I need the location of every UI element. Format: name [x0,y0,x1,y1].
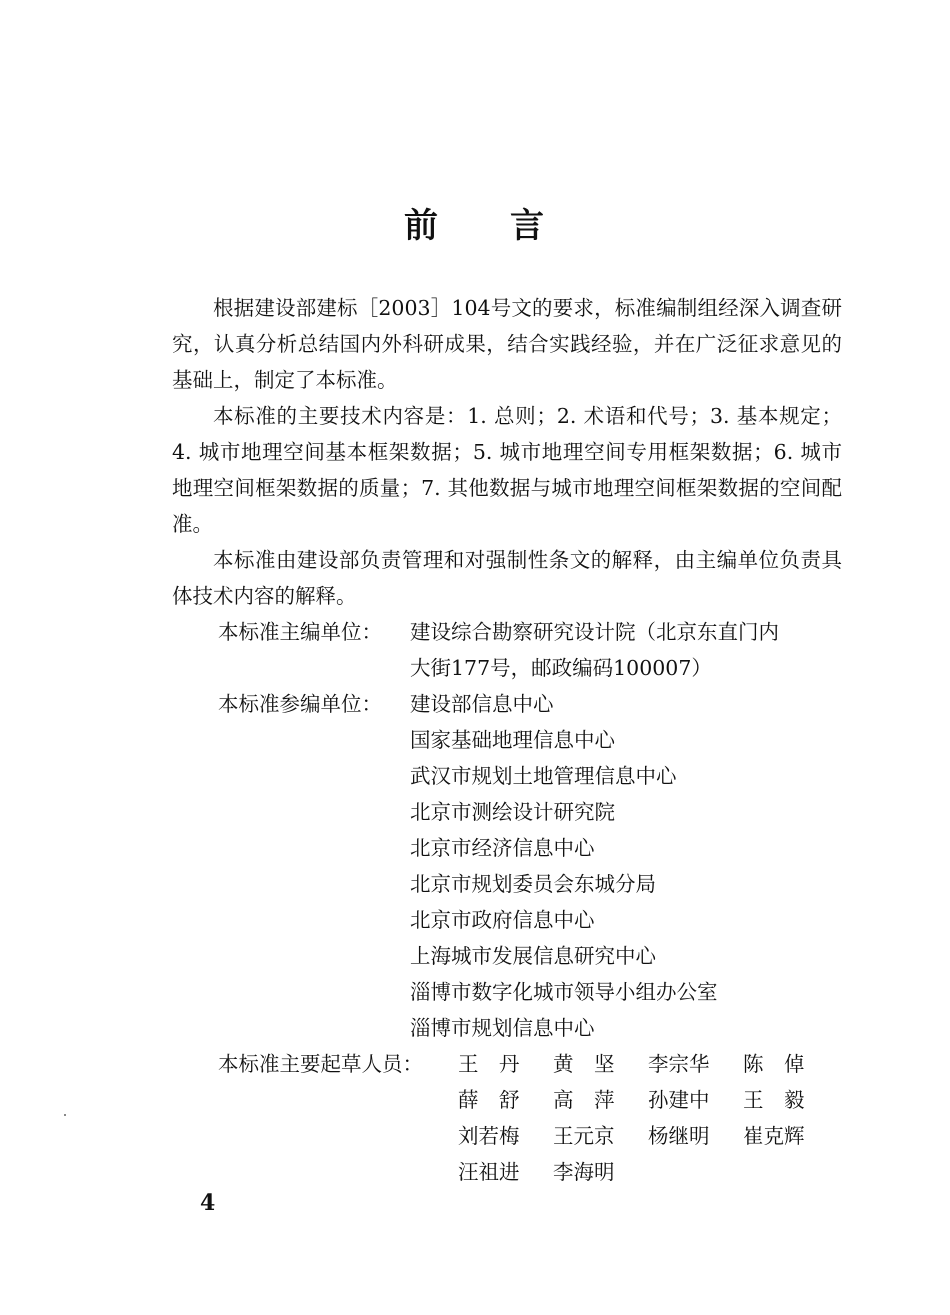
drafter-name: 王元京 [553,1124,615,1148]
drafters-label: 本标准主要起草人员： [218,1052,423,1076]
drafter-name: 王 丹 [458,1052,520,1076]
chief-unit-label: 本标准主编单位： [218,620,382,644]
participating-unit: 上海城市发展信息研究中心 [410,944,656,968]
participating-unit: 北京市规划委员会东城分局 [410,872,656,896]
drafter-name: 陈 倬 [743,1052,805,1076]
drafter-name: 崔克辉 [743,1124,805,1148]
paragraph-2: 本标准的主要技术内容是：1. 总则；2. 术语和代号；3. 基本规定；4. 城市地理空间基本框架数据；5. 城市地理空间专用框架数据；6. 城市地理空间框架数据的质量；7. 其他数据与城市地理空间框架数据的空间配准。 [172,404,842,536]
drafters-row [458,1118,838,1154]
drafters-row [458,1046,838,1082]
page-title [0,198,950,247]
participating-unit: 淄博市数字化城市领导小组办公室 [410,980,718,1004]
paragraph-3: 本标准由建设部负责管理和对强制性条文的解释，由主编单位负责具体技术内容的解释。 [172,548,842,608]
drafter-name: 李海明 [553,1160,615,1184]
drafter-name: 王 毅 [743,1088,805,1112]
drafter-name: 李宗华 [648,1052,710,1076]
chief-unit-line-2: 大街177号，邮政编码100007） [410,656,712,680]
drafter-name: 薛 舒 [458,1088,520,1112]
scan-speck [64,1114,66,1116]
title-char-1: 前 [404,206,440,246]
participating-unit: 北京市测绘设计研究院 [410,800,615,824]
participating-unit: 北京市政府信息中心 [410,908,595,932]
drafters-row [458,1154,838,1190]
participating-units-label: 本标准参编单位： [218,692,382,716]
drafter-name: 刘若梅 [458,1124,520,1148]
participating-unit: 北京市经济信息中心 [410,836,595,860]
page-number: 4 [200,1190,216,1216]
paragraph-1: 根据建设部建标［2003］104号文的要求，标准编制组经深入调查研究，认真分析总结国内外科研成果，结合实践经验，并在广泛征求意见的基础上，制定了本标准。 [172,296,842,392]
participating-unit: 武汉市规划土地管理信息中心 [410,764,677,788]
drafter-name: 杨继明 [648,1124,710,1148]
drafters-row [458,1082,838,1118]
drafters-list [458,1046,838,1190]
drafter-name: 孙建中 [648,1088,710,1112]
drafter-name: 高 萍 [553,1088,615,1112]
title-char-2: 言 [510,206,546,246]
participating-unit: 建设部信息中心 [410,692,554,716]
participating-unit: 国家基础地理信息中心 [410,728,615,752]
participating-unit: 淄博市规划信息中心 [410,1016,595,1040]
drafter-name: 黄 坚 [553,1052,615,1076]
drafter-name: 汪祖进 [458,1160,520,1184]
chief-unit-line-1: 建设综合勘察研究设计院（北京东直门内 [410,620,779,644]
